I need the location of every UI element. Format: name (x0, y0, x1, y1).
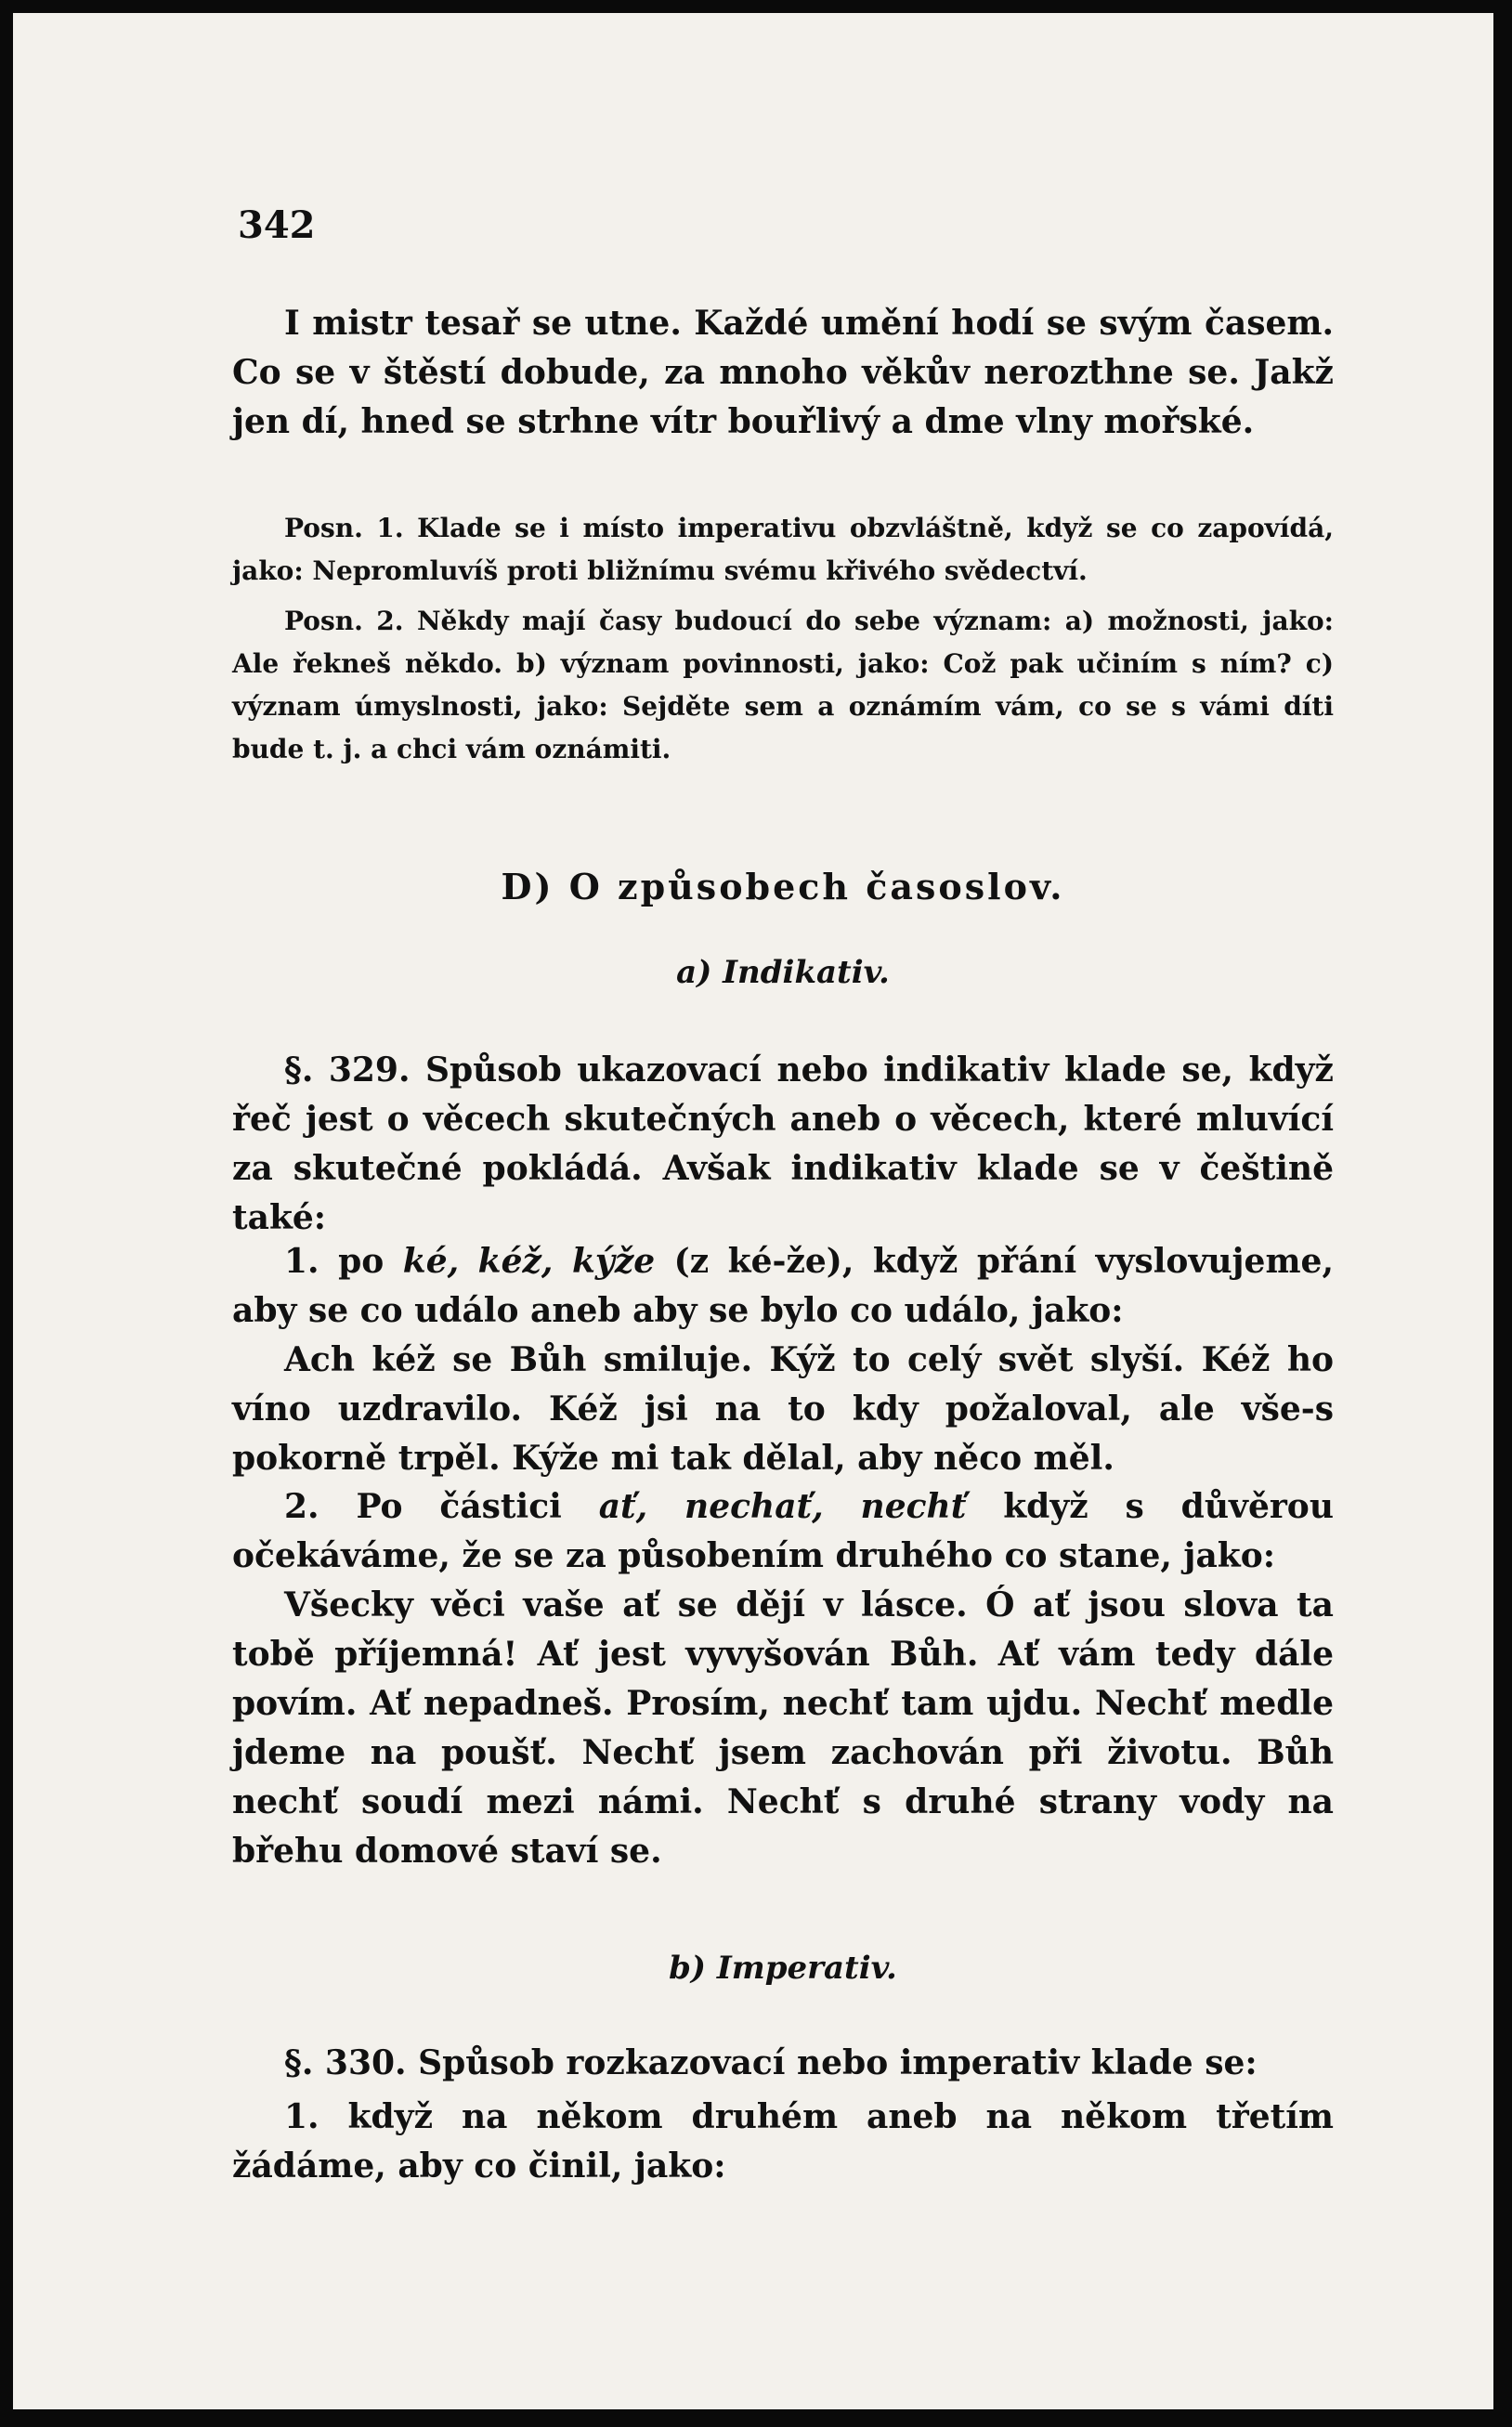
subsection-a-heading: a) Indikativ. (676, 954, 890, 991)
item-1-particles: ké, kéž, kýže (402, 1242, 656, 1281)
item-1-end: (z ké-že), když přání vyslovujeme, aby se co událo aneb aby se bylo co událo, jako: (232, 1242, 1334, 1330)
paragraph-330: §. 330. Spůsob rozkazovací nebo imperativ klade se: (284, 2043, 1258, 2082)
paragraph-329: §. 329. Spůsob ukazovací nebo indikativ klade se, když řeč jest o věcech skutečných aneb o věcech, které mluvící za skutečné pokládá. Avšak indikativ klade se v češtině také: (232, 1050, 1334, 1237)
note-1: Posn. 1. Klade se i místo imperativu obzvláštně, když se co zapovídá, jako: Nepromluvíš proti bližnímu svému křivého svědectví. (232, 513, 1334, 586)
item-2-end: když s důvěrou očekáváme, že se za působením druhého co stane, jako: (232, 1487, 1334, 1575)
item-2-particles: ať, nechať, nechť (598, 1487, 967, 1526)
note-2: Posn. 2. Někdy mají časy budoucí do sebe význam: a) možnosti, jako: Ale řekneš někdo. b) význam povinnosti, jako: Což pak učiním s ním? c) význam úmyslnosti, jako: Sejděte sem a oznámím vám, co se s vámi díti bude t. j. a chci vám oznámiti. (232, 606, 1334, 764)
page-number: 342 (238, 203, 316, 247)
proverbs-paragraph: I mistr tesař se utne. Každé umění hodí se svým časem. Co se v štěstí dobude, za mnoho věkův nerozthne se. Jakž jen dí, hned se strhne vítr bouřlivý a dme vlny mořské. (232, 304, 1334, 441)
subsection-b-heading: b) Imperativ. (669, 1950, 897, 1987)
section-heading: D) O způsobech časoslov. (501, 866, 1065, 907)
item-3: 1. když na někom druhém aneb na někom třetím žádáme, aby co činil, jako: (232, 2097, 1334, 2186)
example-1: Ach kéž se Bůh smiluje. Kýž to celý svět slyší. Kéž ho víno uzdravilo. Kéž jsi na to kdy požaloval, ale vše-s pokorně trpěl. Kýže mi tak dělal, aby něco měl. (232, 1340, 1334, 1478)
item-2 (232, 1482, 1334, 1581)
book-page (13, 13, 1493, 2409)
item-2-start: 2. Po částici (284, 1487, 599, 1526)
example-2: Všecky věci vaše ať se dějí v lásce. Ó ať jsou slova ta tobě příjemná! Ať jest vyvyšován Bůh. Ať vám tedy dále povím. Ať nepadneš. Prosím, nechť tam ujdu. Nechť medle jdeme na poušť. Nechť jsem zachován při životu. Bůh nechť soudí mezi námi. Nechť s druhé strany vody na břehu domové staví se. (232, 1585, 1334, 1871)
item-1-start: 1. po (284, 1242, 403, 1281)
item-1 (232, 1237, 1334, 1336)
